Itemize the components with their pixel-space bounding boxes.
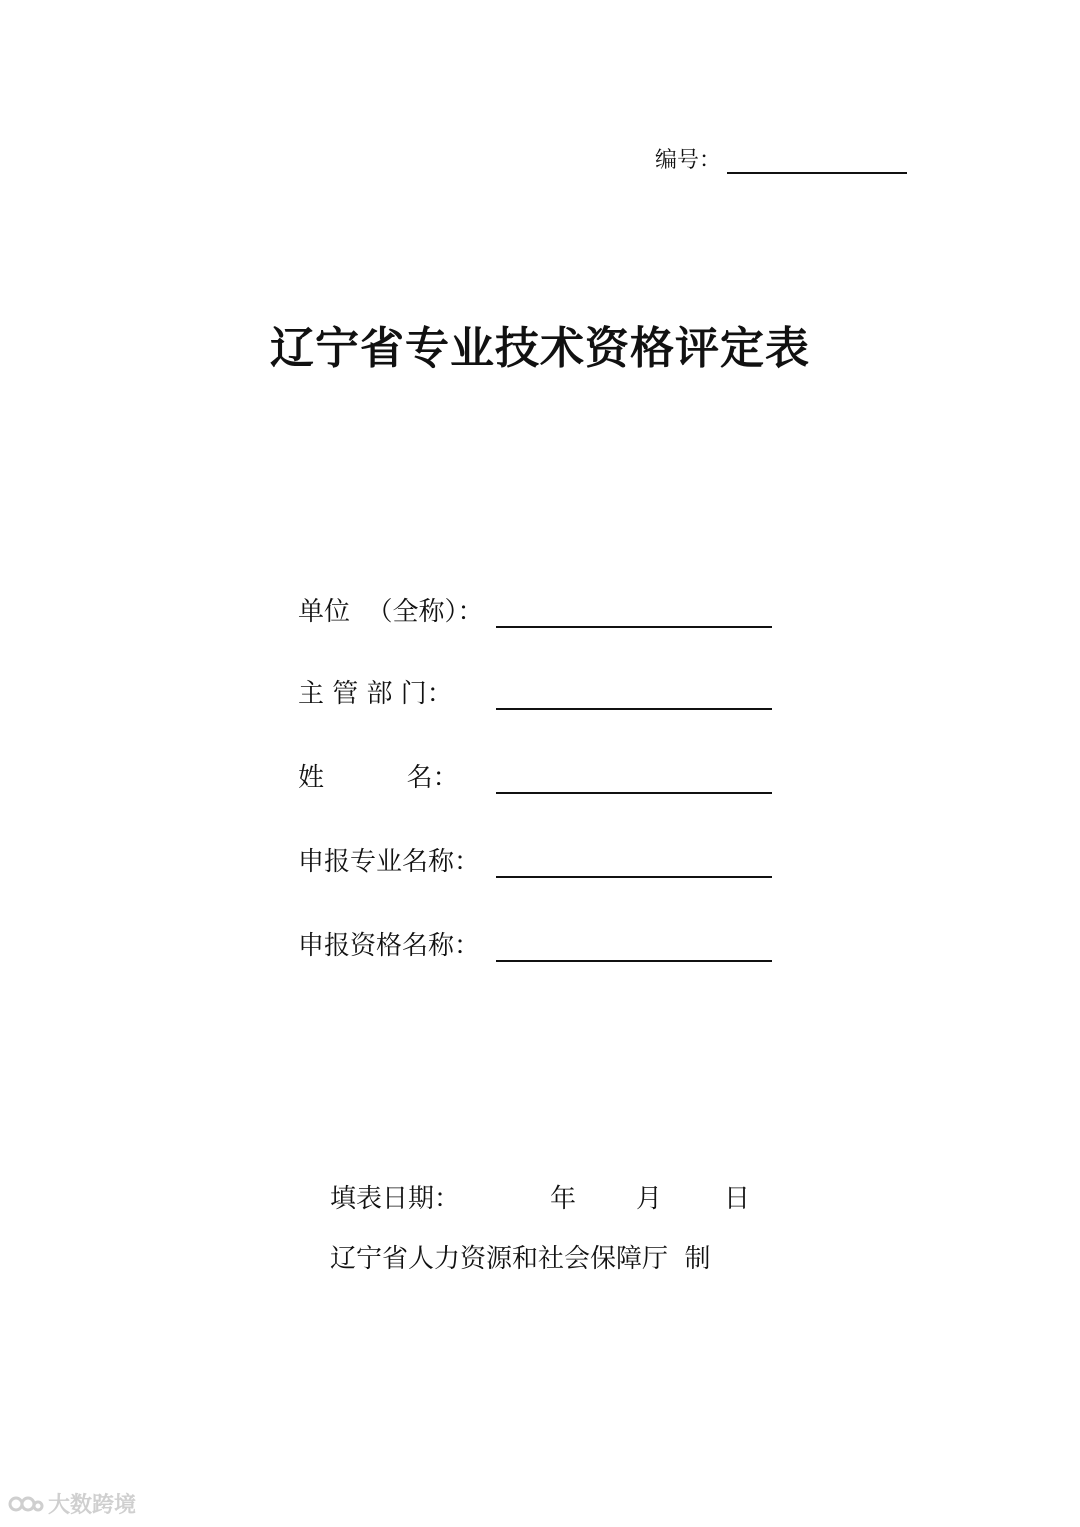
watermark-text: 大数跨境 xyxy=(48,1493,137,1518)
page-title: 辽宁省专业技术资格评定表 xyxy=(270,323,810,374)
field-unit xyxy=(298,590,772,630)
field-specialty-label: 申报专业名称： xyxy=(298,847,481,877)
field-department-label: 主 管 部 门： xyxy=(298,679,453,709)
field-name-label: 姓 名： xyxy=(298,763,459,793)
issuer-line: 辽宁省人力资源和社会保障厅 制 xyxy=(330,1244,711,1274)
field-department xyxy=(298,672,772,712)
field-unit-blank[interactable] xyxy=(496,596,772,628)
year-label: 年 xyxy=(550,1184,577,1214)
field-specialty xyxy=(298,840,772,880)
field-specialty-blank[interactable] xyxy=(496,846,772,878)
field-name xyxy=(298,756,772,796)
watermark xyxy=(8,1488,136,1519)
field-qualification-label: 申报资格名称： xyxy=(298,931,481,961)
logo-icon xyxy=(8,1492,44,1516)
serial-label: 编号： xyxy=(655,148,722,173)
fill-date-label: 填表日期： xyxy=(330,1184,461,1214)
serial-number xyxy=(655,142,907,174)
fill-date-row xyxy=(330,1178,750,1215)
field-name-blank[interactable] xyxy=(496,762,772,794)
field-qualification xyxy=(298,924,772,964)
serial-blank[interactable] xyxy=(727,142,907,174)
field-unit-label: 单位 （全称）： xyxy=(298,597,484,627)
field-qualification-blank[interactable] xyxy=(496,930,772,962)
field-department-blank[interactable] xyxy=(496,678,772,710)
day-label: 日 xyxy=(724,1184,751,1214)
month-label: 月 xyxy=(636,1184,663,1214)
